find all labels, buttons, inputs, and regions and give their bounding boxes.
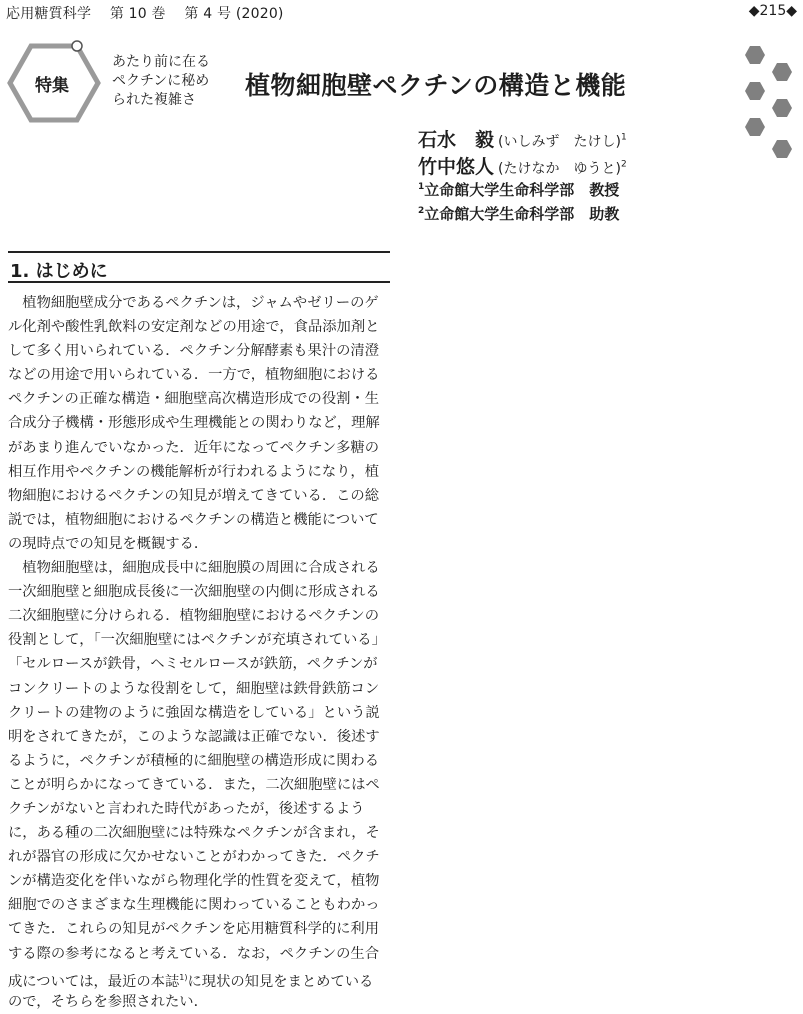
text-line: クチンがないと言われた時代があったが，後述するよう (8, 800, 365, 817)
text-line: 役割として，「一次細胞壁にはペクチンが充填されている」 (8, 632, 386, 649)
text-line: 相互作用やペクチンの機能解析が行われるようになり，植 (8, 463, 380, 480)
issue: 第 4 号 (2020) (184, 6, 284, 22)
text-line: ので，そちらを参照されたい． (8, 993, 208, 1010)
article-title: 植物細胞壁ペクチンの構造と機能 (245, 71, 627, 100)
text-line: 植物細胞壁成分であるペクチンは，ジャムやゼリーのゲ (8, 295, 379, 311)
text-line: などの用途で用いられている．一方で，植物細胞における (8, 367, 380, 384)
text-line: する際の参考になると考えている．なお，ペクチンの生合 (8, 945, 380, 962)
page-number: ◆215◆ (748, 3, 797, 19)
affiliation-text: 立命館大学生命科学部 教授 (424, 181, 620, 199)
volume: 第 10 巻 (109, 6, 166, 22)
text-line: てきた．これらの知見がペクチンを応用糖質科学的に利用 (8, 921, 380, 938)
affiliation (418, 179, 627, 203)
author (418, 125, 627, 152)
paragraph-2 (8, 556, 392, 1014)
tagline (112, 53, 210, 110)
text-line: 細胞でのさまざまな生理機能に関わっていることもわかっ (8, 897, 380, 914)
author-reading: (いしみず たけし) (498, 134, 621, 150)
text-line: 植物細胞壁は，細胞成長中に細胞膜の周囲に合成される (8, 560, 380, 577)
text-line: ペクチンの正確な構造・細胞壁高次構造形成での役割・生 (8, 391, 380, 408)
text-line: 一次細胞壁と細胞成長後に一次細胞壁の内側に形成される (8, 584, 380, 601)
author-affil-mark: 1 (620, 132, 627, 143)
text-line: があまり進んでいなかった．近年になってペクチン多糖の (8, 439, 380, 456)
text-line: ことが明らかになってきている．また，二次細胞壁にはペ (8, 776, 380, 793)
author-reading: (たけなか ゆうと) (498, 161, 621, 177)
paragraph-1 (8, 291, 392, 556)
reference-mark[interactable]: 1) (179, 972, 188, 982)
affiliation (418, 203, 627, 227)
text-line: るように，ペクチンが積極的に細胞壁の構造形成に関わる (8, 752, 380, 769)
text-line: して多く用いられている．ペクチン分解酵素も果汁の清澄 (8, 343, 380, 360)
text-line: 二次細胞壁に分けられる．植物細胞壁におけるペクチンの (8, 608, 380, 625)
author-name: 石水 毅 (418, 129, 495, 151)
text-line: 明をされてきたが，このような認識は正確でない．後述す (8, 728, 380, 745)
text-line: に，ある種の二次細胞壁には特殊なペクチンが含まれ，そ (8, 825, 380, 842)
text-line: ンが構造変化を伴いながら物理化学的性質を変えて，植物 (8, 873, 380, 890)
text-line: クリートの建物のように強固な構造をしている」という説 (8, 704, 380, 721)
author (418, 152, 627, 179)
running-header (6, 3, 284, 23)
affiliation-text: 立命館大学生命科学部 助教 (424, 205, 620, 223)
section-heading (8, 251, 390, 283)
text-line (8, 966, 392, 990)
section-heading-text: 1. はじめに (10, 261, 108, 282)
author-affil-mark: 2 (620, 159, 627, 170)
text-line: 物細胞におけるペクチンの知見が増えてきている．この総 (8, 487, 380, 504)
text-line: 合成分子機構・形態形成や生理機能との関わりなど，理解 (8, 415, 380, 432)
text-line: れが器官の形成に欠かせないことがわかってきた．ペクチ (8, 849, 380, 866)
tagline-line: あたり前に在る (112, 54, 210, 70)
body-text (8, 291, 392, 1014)
text-line: 「セルロースが鉄骨，ヘミセルロースが鉄筋，ペクチンが (8, 656, 378, 673)
author-block (418, 125, 627, 227)
affiliation-mark: 1 (418, 182, 425, 192)
author-name: 竹中悠人 (418, 156, 495, 178)
hexagon-cluster-icon (742, 42, 800, 172)
tagline-line: ペクチンに秘め (112, 73, 210, 89)
text-line: の現時点での知見を概観する． (8, 535, 209, 552)
tagline-line: られた複雑さ (112, 92, 196, 108)
feature-badge-label: 特集 (35, 76, 69, 96)
text-segment: 成については，最近の本誌 (8, 973, 180, 990)
text-line: コンクリートのような役割をして，細胞壁は鉄骨鉄筋コン (8, 680, 380, 697)
affiliation-mark: 2 (418, 206, 425, 216)
text-segment: に現状の知見をまとめている (187, 973, 374, 990)
text-line: ル化剤や酸性乳飲料の安定剤などの用途で，食品添加剤と (8, 319, 380, 336)
journal-name: 応用糖質科学 (6, 6, 92, 22)
text-line: 説では，植物細胞におけるペクチンの構造と機能について (8, 511, 379, 528)
